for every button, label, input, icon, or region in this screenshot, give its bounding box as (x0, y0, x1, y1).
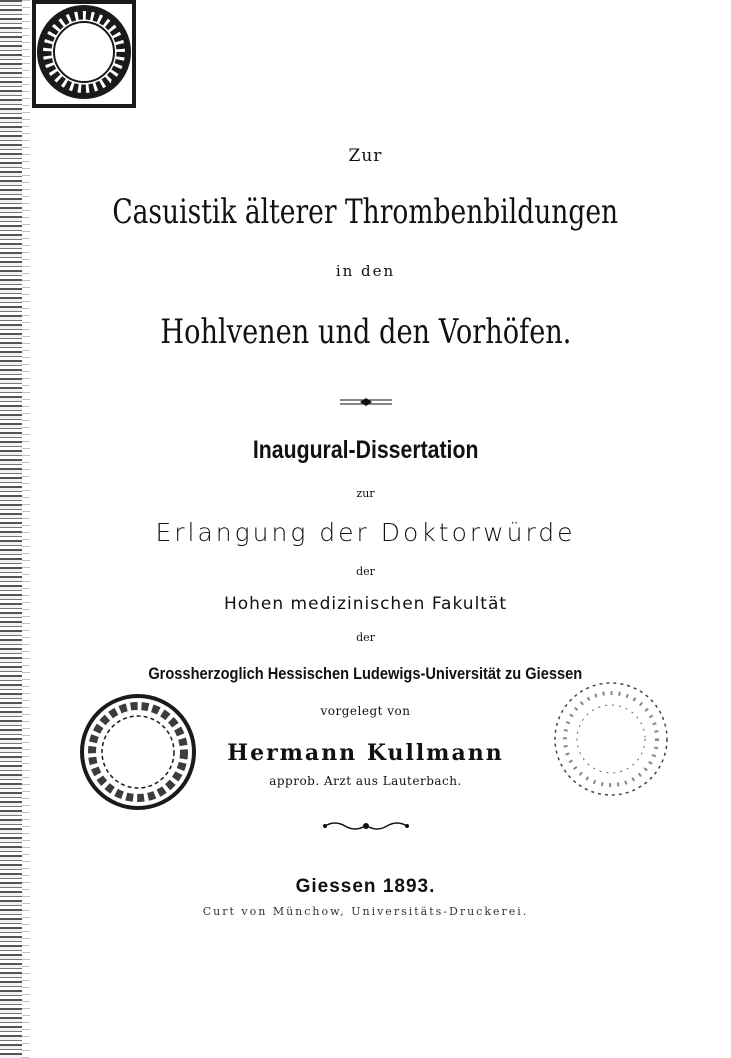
library-stamp-top-left (30, 0, 138, 110)
title-intro: Zur (348, 146, 383, 166)
university-line-text: Grossherzoglich Hessischen Ludewigs-Universität zu Giessen (148, 664, 583, 683)
printer-line: Curt von Münchow, Universitäts-Druckerei. (202, 905, 529, 918)
purpose-line: Erlangung der Doktorwürde (155, 518, 576, 547)
der-small-1: der (356, 565, 375, 578)
ornament-divider-bottom (0, 818, 731, 838)
dissertation-label-text: Inaugural-Dissertation (252, 436, 479, 464)
place-year: Giessen 1893. (295, 876, 436, 897)
author-name: Hermann Kullmann (227, 740, 504, 766)
library-stamp-bottom-right (548, 676, 674, 802)
title-line-2-text: Hohlvenen und den Vorhöfen. (159, 312, 572, 352)
library-stamp-bottom-left (76, 690, 200, 814)
der-small-2: der (356, 631, 375, 644)
submitted-by: vorgelegt von (320, 704, 411, 718)
title-line-1 (0, 192, 731, 232)
faculty-line: Hohen medizinischen Fakultät (223, 594, 508, 614)
title-line-2 (0, 312, 731, 352)
zur-small: zur (356, 487, 375, 500)
title-line-1-text: Casuistik älterer Thrombenbildungen (112, 192, 619, 232)
author-title: approb. Arzt aus Lauterbach. (269, 774, 462, 788)
ornament-divider-top (0, 392, 731, 411)
dissertation-label (0, 436, 731, 465)
title-connector: in den (335, 262, 396, 280)
